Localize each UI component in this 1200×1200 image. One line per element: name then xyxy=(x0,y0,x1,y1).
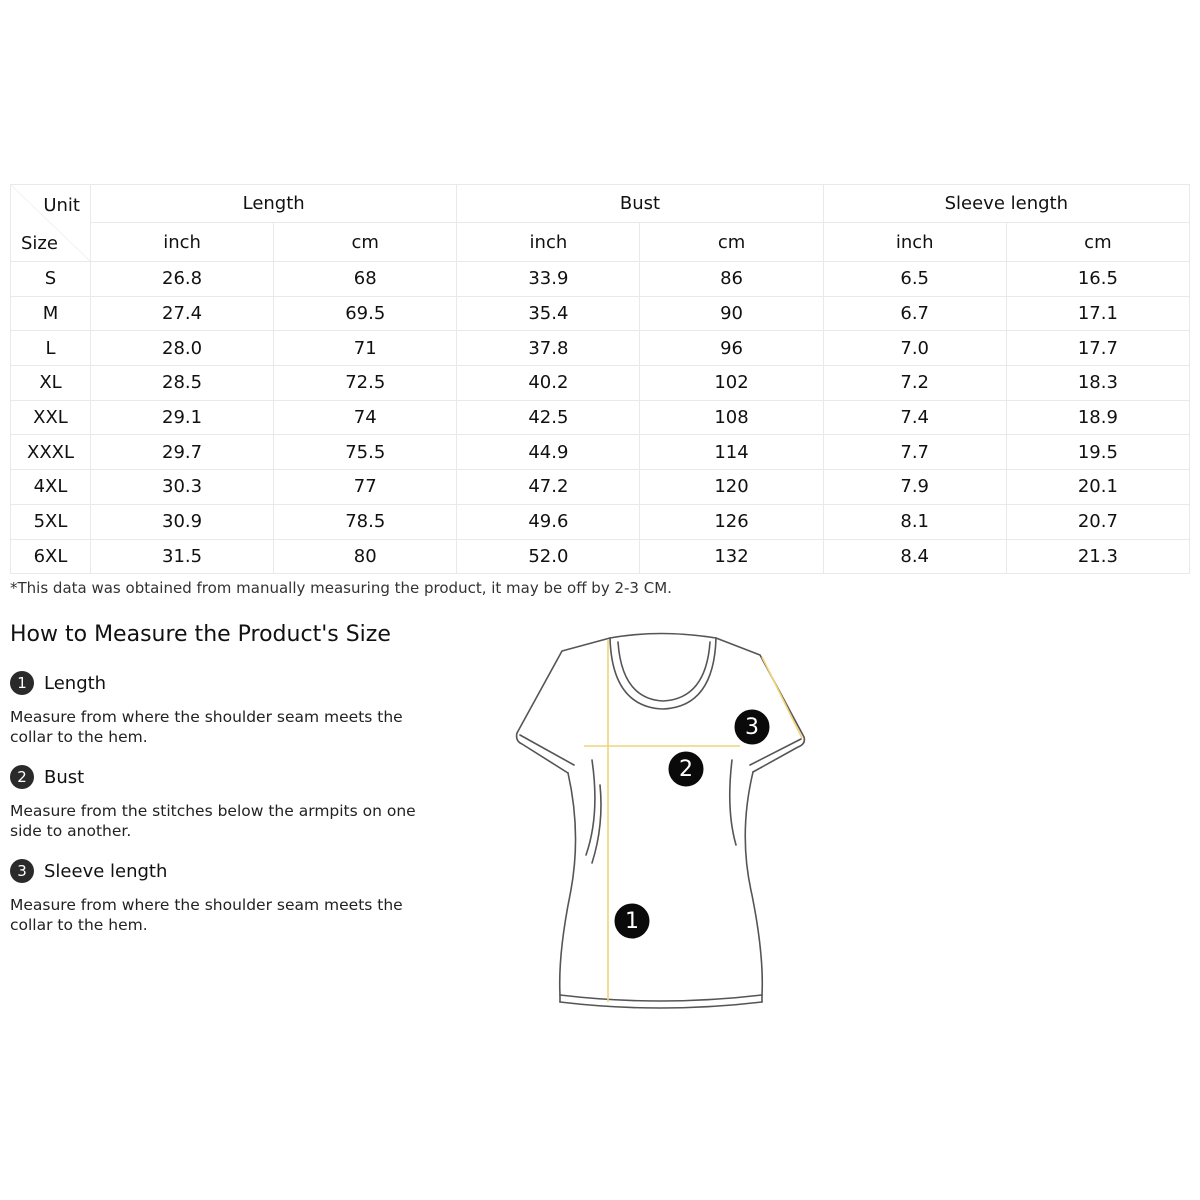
number-3-icon: 3 xyxy=(10,859,34,883)
marker-3 xyxy=(735,710,769,744)
measurement-cell: 47.2 xyxy=(457,470,640,505)
measurement-cell: 29.1 xyxy=(91,400,274,435)
size-cell: XXXL xyxy=(11,435,91,470)
sleeve-length-group-header: Sleeve length xyxy=(823,185,1189,223)
measure-item-length xyxy=(10,669,430,747)
size-header: Size xyxy=(21,233,58,254)
measurement-cell: 16.5 xyxy=(1006,262,1189,297)
table-row xyxy=(11,470,1190,505)
measurement-cell: 37.8 xyxy=(457,331,640,366)
measurement-cell: 42.5 xyxy=(457,400,640,435)
measurement-cell: 20.1 xyxy=(1006,470,1189,505)
unit-header-cell: inch xyxy=(91,223,274,262)
measurement-cell: 8.4 xyxy=(823,539,1006,574)
marker-1-label: 1 xyxy=(625,909,639,934)
measurement-cell: 19.5 xyxy=(1006,435,1189,470)
table-row xyxy=(11,296,1190,331)
measure-item-description: Measure from the stitches below the armpits on one side to another. xyxy=(10,802,416,840)
measure-item-title: Length xyxy=(44,672,107,694)
measure-item-sleeve-length xyxy=(10,857,430,935)
table-row xyxy=(11,435,1190,470)
measurement-cell: 17.1 xyxy=(1006,296,1189,331)
measurement-cell: 77 xyxy=(274,470,457,505)
table-row xyxy=(11,400,1190,435)
measure-item-title: Bust xyxy=(44,766,85,788)
table-row xyxy=(11,262,1190,297)
measurement-cell: 17.7 xyxy=(1006,331,1189,366)
measurement-cell: 75.5 xyxy=(274,435,457,470)
measurement-cell: 86 xyxy=(640,262,823,297)
number-2-icon: 2 xyxy=(10,765,34,789)
measurement-cell: 90 xyxy=(640,296,823,331)
measurement-cell: 71 xyxy=(274,331,457,366)
measurement-cell: 72.5 xyxy=(274,366,457,401)
size-cell: L xyxy=(11,331,91,366)
size-chart-table xyxy=(10,184,1190,574)
measurement-cell: 18.3 xyxy=(1006,366,1189,401)
length-group-header: Length xyxy=(91,185,457,223)
marker-3-label: 3 xyxy=(745,715,759,740)
measure-item-description: Measure from where the shoulder seam meets the collar to the hem. xyxy=(10,708,403,746)
measure-item-description: Measure from where the shoulder seam meets the collar to the hem. xyxy=(10,896,403,934)
measurement-cell: 120 xyxy=(640,470,823,505)
measurement-lines xyxy=(584,640,802,1002)
measurement-cell: 35.4 xyxy=(457,296,640,331)
measurement-cell: 102 xyxy=(640,366,823,401)
table-corner-cell xyxy=(11,185,91,262)
number-1-icon: 1 xyxy=(10,671,34,695)
measurement-cell: 96 xyxy=(640,331,823,366)
measurement-note: *This data was obtained from manually measuring the product, it may be off by 2-3 CM. xyxy=(10,579,672,597)
unit-header-cell: cm xyxy=(640,223,823,262)
how-to-measure-title: How to Measure the Product's Size xyxy=(10,622,391,647)
measurement-cell: 68 xyxy=(274,262,457,297)
measure-item-title: Sleeve length xyxy=(44,860,168,882)
measurement-cell: 30.9 xyxy=(91,504,274,539)
tshirt-outline-icon xyxy=(517,634,805,1009)
unit-header-cell: inch xyxy=(457,223,640,262)
size-cell: 4XL xyxy=(11,470,91,505)
measurement-cell: 7.7 xyxy=(823,435,1006,470)
measurement-cell: 18.9 xyxy=(1006,400,1189,435)
measurement-cell: 6.7 xyxy=(823,296,1006,331)
marker-1 xyxy=(615,904,649,938)
unit-header-cell: cm xyxy=(274,223,457,262)
table-row xyxy=(11,539,1190,574)
measurement-cell: 27.4 xyxy=(91,296,274,331)
unit-header-cell: inch xyxy=(823,223,1006,262)
size-cell: XXL xyxy=(11,400,91,435)
measurement-cell: 80 xyxy=(274,539,457,574)
measurement-cell: 26.8 xyxy=(91,262,274,297)
measurement-cell: 30.3 xyxy=(91,470,274,505)
size-cell: XL xyxy=(11,366,91,401)
measurement-cell: 114 xyxy=(640,435,823,470)
measurement-cell: 8.1 xyxy=(823,504,1006,539)
measurement-cell: 126 xyxy=(640,504,823,539)
measurement-cell: 28.5 xyxy=(91,366,274,401)
measurement-cell: 33.9 xyxy=(457,262,640,297)
measurement-cell: 28.0 xyxy=(91,331,274,366)
tshirt-measurement-diagram xyxy=(500,625,820,1015)
measurement-cell: 7.2 xyxy=(823,366,1006,401)
size-cell: 5XL xyxy=(11,504,91,539)
measurement-cell: 44.9 xyxy=(457,435,640,470)
size-cell: 6XL xyxy=(11,539,91,574)
measurement-cell: 21.3 xyxy=(1006,539,1189,574)
measurement-cell: 40.2 xyxy=(457,366,640,401)
measurement-cell: 74 xyxy=(274,400,457,435)
table-row xyxy=(11,331,1190,366)
measurement-cell: 49.6 xyxy=(457,504,640,539)
bust-group-header: Bust xyxy=(457,185,823,223)
table-row xyxy=(11,504,1190,539)
marker-2 xyxy=(669,752,703,786)
unit-header-cell: cm xyxy=(1006,223,1189,262)
measurement-cell: 132 xyxy=(640,539,823,574)
measurement-cell: 108 xyxy=(640,400,823,435)
marker-2-label: 2 xyxy=(679,757,693,782)
measure-item-bust xyxy=(10,763,430,841)
measurement-cell: 6.5 xyxy=(823,262,1006,297)
measurement-cell: 20.7 xyxy=(1006,504,1189,539)
measurement-cell: 52.0 xyxy=(457,539,640,574)
unit-header: Unit xyxy=(43,195,80,216)
measurement-cell: 78.5 xyxy=(274,504,457,539)
table-row xyxy=(11,366,1190,401)
measurement-cell: 29.7 xyxy=(91,435,274,470)
measurement-cell: 31.5 xyxy=(91,539,274,574)
measurement-cell: 69.5 xyxy=(274,296,457,331)
measurement-cell: 7.4 xyxy=(823,400,1006,435)
measurement-cell: 7.0 xyxy=(823,331,1006,366)
size-cell: M xyxy=(11,296,91,331)
measurement-cell: 7.9 xyxy=(823,470,1006,505)
size-cell: S xyxy=(11,262,91,297)
